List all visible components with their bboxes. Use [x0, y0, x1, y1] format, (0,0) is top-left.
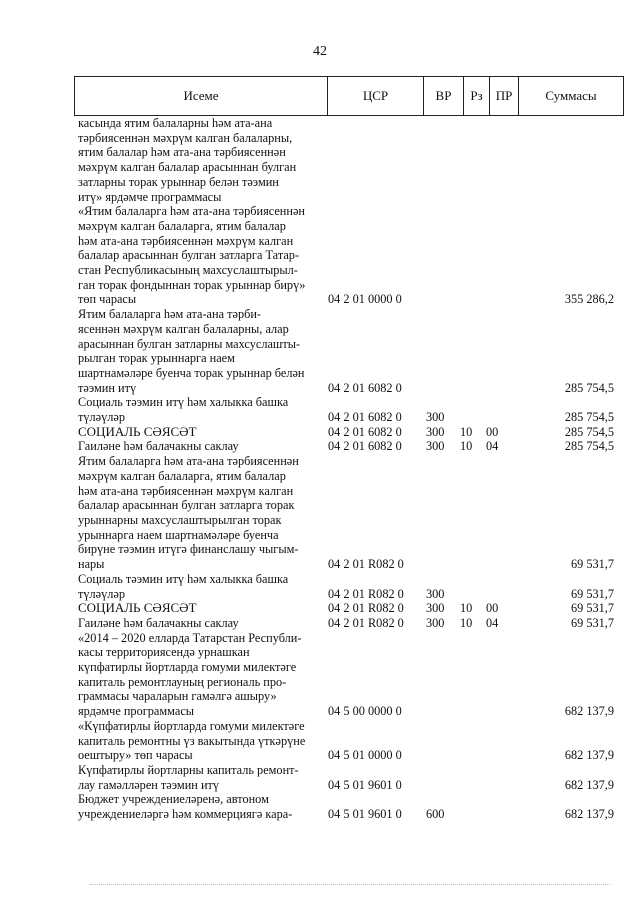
row-name-line: бирүне тәэмин итүгә финанслашу чыгым-	[78, 542, 299, 557]
row-name-line: оештыру» төп чарасы	[78, 748, 193, 763]
row-name-line: ясеннән мәхрүм калган балаларны, алар	[78, 321, 289, 336]
row-name-line: «Күпфатирлы йортларда гомуми милектәге	[78, 718, 305, 733]
row-csr: 04 5 01 9601 0	[328, 807, 402, 822]
row-csr: 04 2 01 6082 0	[328, 439, 402, 454]
row-name	[78, 616, 322, 631]
table-row	[78, 719, 614, 763]
table-header	[74, 76, 624, 116]
row-name-line: капиталь ремонтны үз вакытында үткәрүне	[78, 733, 306, 748]
table-row	[78, 116, 614, 204]
table-row	[78, 439, 614, 454]
row-name	[78, 204, 322, 307]
header-name: Исеме	[75, 77, 328, 115]
row-name-line: СОЦИАЛЬ СӘЯСӘТ	[78, 600, 197, 616]
row-name	[78, 116, 322, 204]
row-name-line: тәэмин итү	[78, 380, 137, 395]
row-name-line: түләүләр	[78, 586, 126, 601]
row-name-line: урыннарга наем шартнамәләре буенча	[78, 527, 279, 542]
header-sum: Суммасы	[545, 88, 597, 103]
row-vr: 300	[426, 586, 445, 601]
table-row	[78, 454, 614, 572]
row-name	[78, 454, 322, 572]
row-name	[78, 763, 322, 792]
row-vr: 300	[426, 410, 445, 425]
row-name-line: Гаиләне һәм балачакны саклау	[78, 439, 239, 454]
row-vr: 300	[426, 601, 445, 616]
table-row	[78, 395, 614, 424]
row-name-line: ярдәмче программасы	[78, 704, 195, 719]
row-name	[78, 425, 322, 440]
row-name-line: Ятим балаларга һәм ата-ана тәрби-	[78, 307, 262, 322]
row-sum: 682 137,9	[564, 704, 614, 719]
row-name-line: Күпфатирлы йортларны капиталь ремонт-	[78, 762, 299, 777]
row-csr: 04 5 01 9601 0	[328, 777, 402, 792]
row-sum: 285 754,5	[564, 410, 614, 425]
table-row	[78, 204, 614, 307]
row-csr: 04 2 01 6082 0	[328, 424, 402, 439]
header-vr: ВР	[424, 77, 464, 115]
row-name-line: балалар арасыннан булган затларга торак	[78, 498, 295, 513]
row-csr: 04 2 01 6082 0	[328, 380, 402, 395]
header-pr: ПР	[490, 77, 519, 115]
row-name-line: мәхрүм калган балаларга, ятим балалар	[78, 468, 286, 483]
row-sum: 682 137,9	[564, 807, 614, 822]
row-name-line: һәм ата-ана тәрбиясеннән мәхрүм калган	[78, 233, 294, 248]
footer-divider	[90, 884, 610, 885]
row-csr: 04 5 00 0000 0	[328, 704, 402, 719]
table-row	[78, 425, 614, 440]
row-sum: 285 754,5	[564, 424, 614, 439]
row-name-line: граммасы чараларын гамәлгә ашыру»	[78, 689, 277, 704]
table-row	[78, 601, 614, 616]
row-name-line: рылган торак урыннарга наем	[78, 351, 235, 366]
row-name-line: затларны торак урыннар белән тәэмин	[78, 174, 279, 189]
row-name-line: мәхрүм калган балаларга, ятим балалар	[78, 218, 286, 233]
row-csr: 04 2 01 0000 0	[328, 292, 402, 307]
row-csr: 04 2 01 R082 0	[328, 586, 404, 601]
row-pr: 00	[486, 601, 499, 616]
table-row	[78, 307, 614, 395]
row-sum: 355 286,2	[564, 292, 614, 307]
row-name-line: итү» ярдәмче программасы	[78, 189, 222, 204]
row-name-line: «2014 – 2020 елларда Татарстан Республи-	[78, 630, 302, 645]
row-name-line: түләүләр	[78, 410, 126, 425]
row-vr: 300	[426, 439, 445, 454]
row-name-line: балалар арасыннан булган затларга Татар-	[78, 248, 300, 263]
table-row	[78, 792, 614, 821]
table-row	[78, 763, 614, 792]
row-name-line: мәхрүм калган балалар арасыннан булган	[78, 160, 297, 175]
row-name	[78, 307, 322, 395]
table-body	[78, 116, 614, 822]
row-name-line: арасыннан булган затларны махсуслашты-	[78, 336, 301, 351]
row-sum: 285 754,5	[564, 439, 614, 454]
row-vr: 300	[426, 424, 445, 439]
row-pr: 04	[486, 439, 499, 454]
row-name-line: капиталь ремонтлауның региональ про-	[78, 674, 287, 689]
row-name-line: шартнамәләре буенча торак урыннар белән	[78, 365, 305, 380]
row-name	[78, 601, 322, 616]
header-rz: Рз	[464, 77, 490, 115]
row-name-line: Социаль тәэмин итү һәм халыкка башка	[78, 571, 289, 586]
row-name	[78, 395, 322, 424]
row-sum: 285 754,5	[564, 380, 614, 395]
row-name-line: төп чарасы	[78, 292, 137, 307]
row-name-line: «Ятим балаларга һәм ата-ана тәрбиясеннән	[78, 204, 305, 219]
row-name-line: Социаль тәэмин итү һәм халыкка башка	[78, 395, 289, 410]
row-rz: 10	[460, 439, 473, 454]
row-name-line: ятим балалар һәм ата-ана тәрбиясеннән	[78, 145, 286, 160]
row-name-line: учреждениеләргә һәм коммерциягә кара-	[78, 807, 293, 822]
table-row	[78, 572, 614, 601]
row-csr: 04 2 01 R082 0	[328, 557, 404, 572]
row-name-line: касы территориясендә урнашкан	[78, 645, 250, 660]
row-sum: 69 531,7	[570, 615, 614, 630]
row-sum: 682 137,9	[564, 777, 614, 792]
table-row	[78, 616, 614, 631]
row-sum: 69 531,7	[570, 586, 614, 601]
row-name-line: стан Республикасының махсуслаштырыл-	[78, 263, 298, 278]
row-pr: 04	[486, 615, 499, 630]
header-csr: ЦСР	[328, 77, 424, 115]
row-vr: 600	[426, 807, 445, 822]
row-sum: 69 531,7	[570, 601, 614, 616]
row-name-line: һәм ата-ана тәрбиясеннән мәхрүм калган	[78, 483, 294, 498]
row-name	[78, 439, 322, 454]
row-rz: 10	[460, 601, 473, 616]
row-name-line: Бюджет учреждениеләренә, автоном	[78, 792, 269, 807]
row-vr: 300	[426, 615, 445, 630]
row-csr: 04 5 01 0000 0	[328, 748, 402, 763]
row-name-line: лау гамәлләрен тәэмин итү	[78, 777, 220, 792]
page-number: 42	[313, 44, 327, 59]
row-csr: 04 2 01 R082 0	[328, 601, 404, 616]
row-sum: 682 137,9	[564, 748, 614, 763]
row-rz: 10	[460, 615, 473, 630]
row-csr: 04 2 01 6082 0	[328, 410, 402, 425]
row-name-line: урыннарны махсуслаштырылган торак	[78, 512, 282, 527]
row-name-line: касында ятим балаларны һәм ата-ана	[78, 116, 273, 130]
row-sum: 69 531,7	[570, 557, 614, 572]
row-rz: 10	[460, 424, 473, 439]
row-name-line: Ятим балаларга һәм ата-ана тәрбиясеннән	[78, 454, 299, 469]
row-pr: 00	[486, 424, 499, 439]
row-name	[78, 719, 322, 763]
row-name	[78, 631, 322, 719]
row-name-line: ган торак фондыннан торак урыннар бирү»	[78, 277, 306, 292]
row-name-line: нары	[78, 557, 105, 572]
table-row	[78, 631, 614, 719]
row-name-line: СОЦИАЛЬ СӘЯСӘТ	[78, 423, 197, 439]
row-name	[78, 572, 322, 601]
row-name-line: тәрбиясеннән мәхрүм калган балаларны,	[78, 130, 293, 145]
row-name	[78, 792, 322, 821]
row-csr: 04 2 01 R082 0	[328, 615, 404, 630]
row-name-line: Гаиләне һәм балачакны саклау	[78, 615, 239, 630]
row-name-line: күпфатирлы йортларда гомуми милектәге	[78, 660, 297, 675]
